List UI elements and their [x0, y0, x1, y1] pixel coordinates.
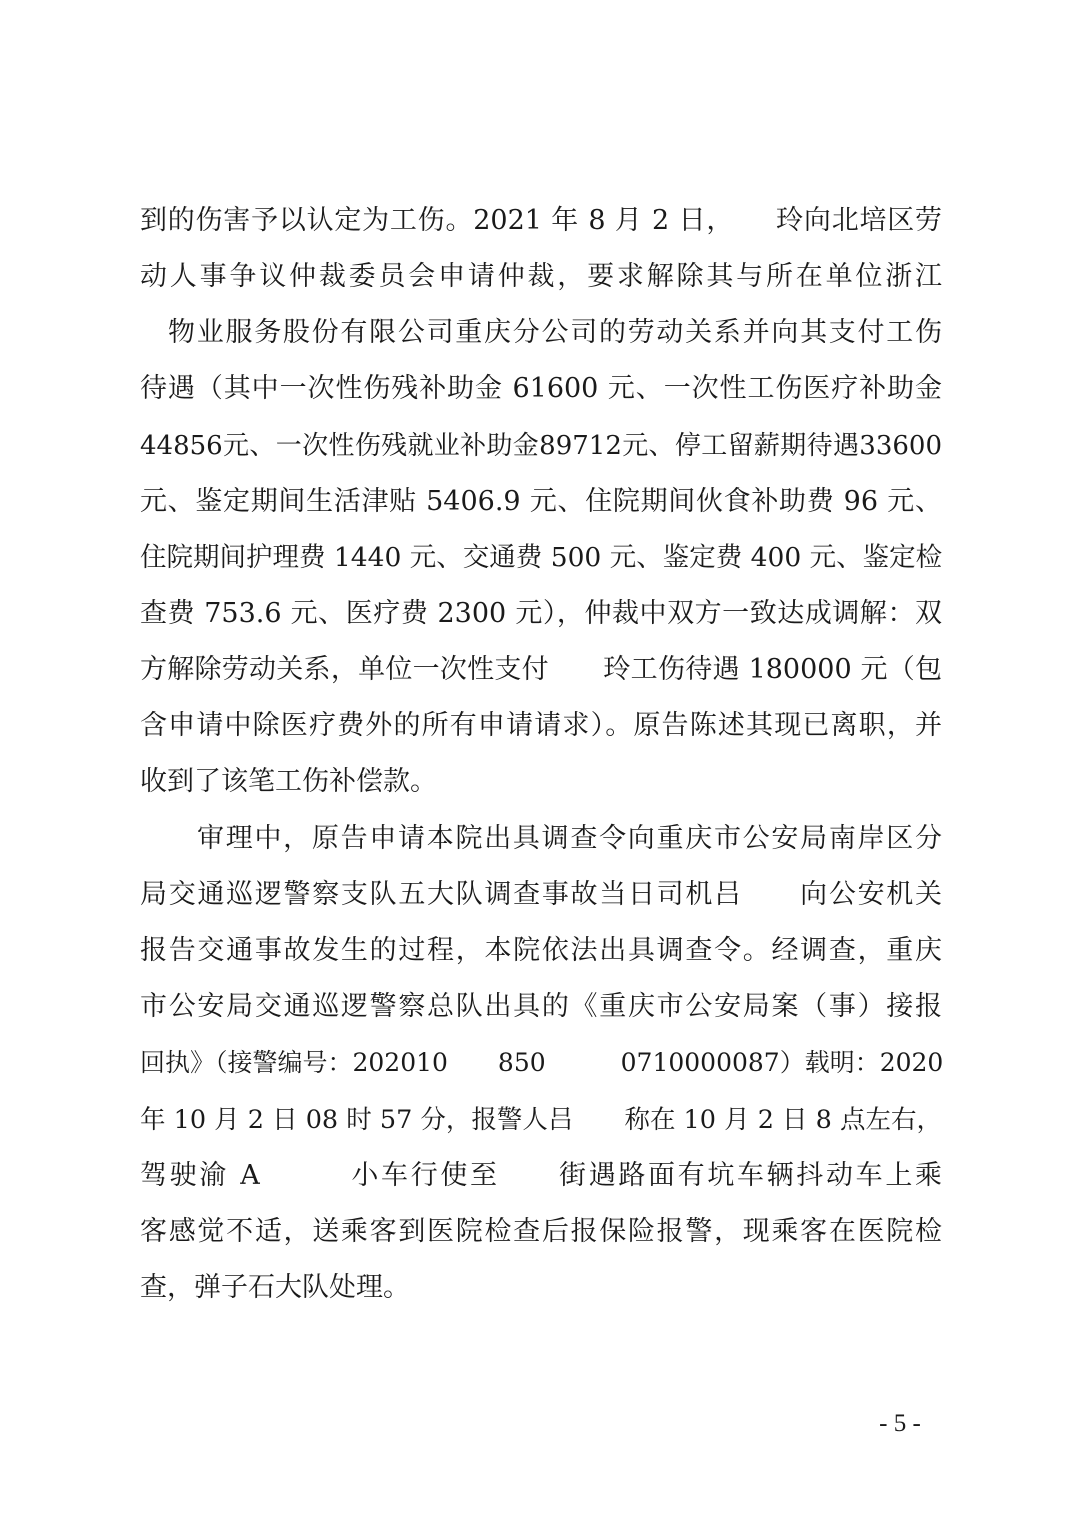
text-line-12: 审理中，原告申请本院出具调查令向重庆市公安局南岸区分: [197, 823, 942, 854]
text-line-5: 44856元、一次性伤残就业补助金89712元、停工留薪期待遇33600: [140, 431, 942, 461]
text-line-10: 含申请中除医疗费外的所有申请请求）。原告陈述其现已离职，并: [140, 710, 942, 741]
text-line-20: 查，弹子石大队处理。: [140, 1272, 410, 1303]
text-line-1: 到的伤害予以认定为工伤。2021 年 8 月 2 日， 玲向北培区劳: [140, 205, 942, 236]
page-number: - 5 -: [879, 1410, 921, 1437]
text-line-15: 市公安局交通巡逻警察总队出具的《重庆市公安局案（事）接报: [140, 991, 942, 1022]
text-line-2: 动人事争议仲裁委员会申请仲裁，要求解除其与所在单位浙江: [140, 261, 942, 292]
text-line-17: 年 10 月 2 日 08 时 57 分，报警人吕 称在 10 月 2 日 8 点左右，: [140, 1105, 942, 1135]
text-line-19: 客感觉不适，送乘客到医院检查后报保险报警，现乘客在医院检: [140, 1216, 942, 1247]
text-line-13: 局交通巡逻警察支队五大队调查事故当日司机吕 向公安机关: [140, 879, 942, 910]
text-line-4: 待遇（其中一次性伤残补助金 61600 元、一次性工伤医疗补助金: [140, 373, 942, 404]
text-line-9: 方解除劳动关系，单位一次性支付 玲工伤待遇 180000 元（包: [140, 654, 942, 685]
text-line-14: 报告交通事故发生的过程，本院依法出具调查令。经调查，重庆: [140, 935, 942, 966]
text-line-7: 住院期间护理费 1440 元、交通费 500 元、鉴定费 400 元、鉴定检: [140, 542, 943, 573]
text-line-6: 元、鉴定期间生活津贴 5406.9 元、住院期间伙食补助费 96 元、: [140, 486, 942, 517]
text-line-3: 物业服务股份有限公司重庆分公司的劳动关系并向其支付工伤: [168, 317, 942, 348]
text-line-16: 回执》（接警编号：202010 850 0710000087）载明：2020: [140, 1048, 944, 1077]
text-line-18: 驾驶渝 A 小车行使至 街遇路面有坑车辆抖动车上乘: [140, 1160, 942, 1191]
text-line-11: 收到了该笔工伤补偿款。: [140, 766, 437, 797]
text-line-8: 查费 753.6 元、医疗费 2300 元），仲裁中双方一致达成调解：双: [140, 598, 942, 629]
